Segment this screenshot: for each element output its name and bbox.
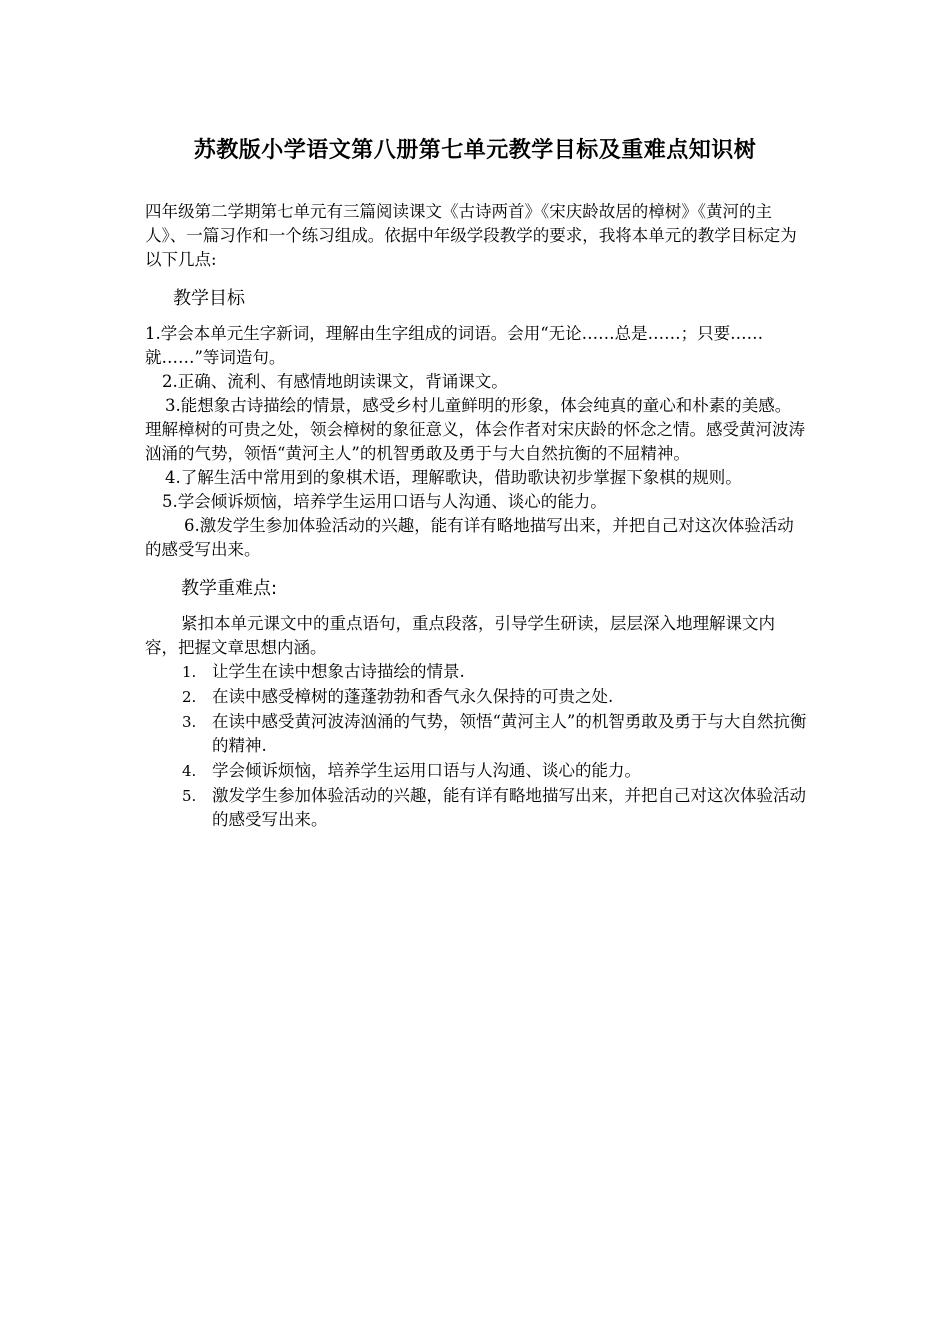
key-points-heading: 教学重难点: [181, 578, 278, 599]
key-point-item-2 [145, 685, 807, 709]
key-point-number: 3. [182, 713, 197, 731]
key-point-text: 在读中感受黄河波涛汹涌的气势，领悟“黄河主人”的机智勇敢及勇于与大自然抗衡的精神. [212, 712, 807, 755]
key-points-intro: 紧扣本单元课文中的重点语句，重点段落，引导学生研读，层层深入地理解课文内容，把握文章思想内涵。 [145, 614, 775, 657]
document-title: 苏教版小学语文第八册第七单元教学目标及重难点知识树 [193, 138, 757, 163]
goal-item-5: 5.学会倾诉烦恼，培养学生运用口语与人沟通、谈心的能力。 [162, 492, 607, 511]
key-point-text: 学会倾诉烦恼，培养学生运用口语与人沟通、谈心的能力。 [212, 761, 641, 780]
key-point-text: 让学生在读中想象古诗描绘的情景. [212, 662, 465, 681]
key-point-number: 4. [182, 762, 197, 780]
key-point-item-4 [145, 759, 807, 783]
key-point-item-5 [145, 784, 807, 832]
goal-item-3: 3.能想象古诗描绘的情景，感受乡村儿童鲜明的形象，体会纯真的童心和朴素的美感。理解樟树的可贵之处，领会樟树的象征意义，体会作者对宋庆龄的怀念之情。感受黄河波涛汹涌的气势，领悟“黄河主人”的机智勇敢及勇于与大自然抗衡的不屈精神。 [145, 396, 805, 463]
key-point-number: 5. [182, 787, 197, 805]
key-point-number: 2. [182, 688, 197, 706]
key-point-text: 激发学生参加体验活动的兴趣，能有详有略地描写出来，并把自己对这次体验活动的感受写出来。 [212, 786, 806, 829]
goals-heading: 教学目标 [173, 288, 245, 309]
key-point-number: 1. [182, 663, 197, 681]
key-point-text: 在读中感受樟树的蓬蓬勃勃和香气永久保持的可贵之处. [212, 687, 614, 706]
goal-item-6: 6.激发学生参加体验活动的兴趣，能有详有略地描写出来，并把自己对这次体验活动的感受写出来。 [145, 516, 794, 559]
key-point-item-3 [145, 710, 807, 758]
goal-item-1: 1.学会本单元生字新词，理解由生字组成的词语。会用“无论……总是……；只要……就……”等词造句。 [145, 324, 764, 367]
goal-item-2: 2.正确、流利、有感情地朗读课文，背诵课文。 [162, 372, 508, 391]
document-body [145, 200, 807, 833]
key-points-list [145, 660, 807, 832]
key-point-item-1 [145, 660, 807, 684]
goal-item-4: 4.了解生活中常用到的象棋术语，理解歌诀，借助歌诀初步掌握下象棋的规则。 [165, 468, 742, 487]
intro-paragraph: 四年级第二学期第七单元有三篇阅读课文《古诗两首》《宋庆龄故居的樟树》《黄河的主人》、一篇习作和一个练习组成。依据中年级学段教学的要求，我将本单元的教学目标定为以下几点: [145, 202, 797, 269]
